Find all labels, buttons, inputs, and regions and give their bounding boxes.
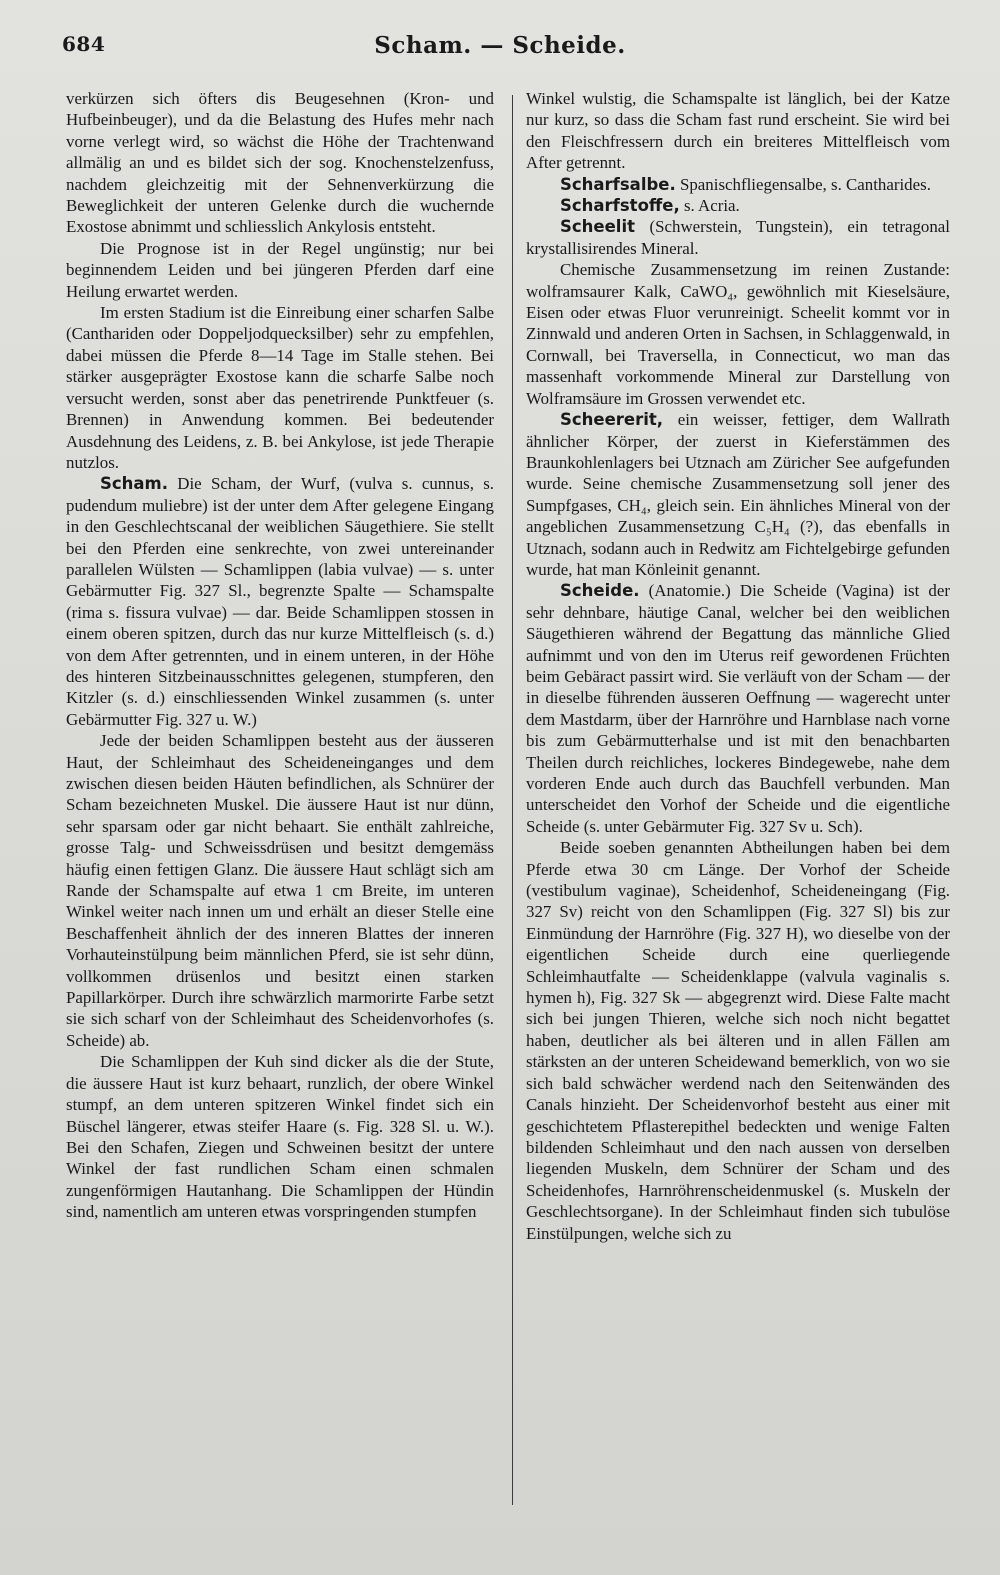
entry-text: (Schwerstein, Tungstein), ein tetragonal krystallisirendes Mineral. <box>526 217 950 258</box>
paragraph: Winkel wulstig, die Schamspalte ist länglich, bei der Katze nur kurz, so dass die Scham fast rund erscheint. Sie wird bei den Fleischfressern durch ein breiteres Mittelfleisch vom After getrennt. <box>526 89 950 173</box>
entry-scharfstoffe <box>526 195 950 216</box>
entry-text: (Anatomie.) Die Scheide (Vagina) ist der sehr dehnbare, häutige Canal, welcher bei den weiblichen Säugethieren während der Begattung das männliche Glied aufnimmt und von den im Uterus reif gewordenen Früchten beim Gebäract passirt wird. Sie verläuft von der Scham — der in dieselbe führenden äusseren Oeffnung — wagerecht unter dem Mastdarm, über der Harnröhre und Harnblase nach vorne bis zum Gebärmutterhalse und ist mit den benachbarten Theilen durch reichliches, lockeres Bindegewebe, nahe dem vorderen Ende auch durch das Bauchfell verbunden. Man unterscheidet den Vorhof der Scheide und die eigentliche Scheide (s. unter Gebärmuter Fig. 327 Sv u. Sch). <box>526 581 950 836</box>
page-number: 684 <box>62 32 106 56</box>
headword: Scham. <box>100 474 169 494</box>
entry-text: s. Acria. <box>679 196 740 216</box>
headword: Scheererit, <box>560 410 664 430</box>
left-column <box>66 88 494 1223</box>
headword: Scharfstoffe, <box>560 196 680 216</box>
headword: Scheide. <box>560 581 640 601</box>
paragraph: Jede der beiden Schamlippen besteht aus der äusseren Haut, der Schleimhaut des Scheideneinganges und dem zwischen diesen beiden Häuten befindlichen, als Schnürer der Scham bezeichneten Muskel. Die äussere Haut ist nur dünn, sehr sparsam oder gar nicht behaart. Sie enthält zahlreiche, grosse Talg- und Schweissdrüsen und besitzt demgemäss häufig einen fettigen Glanz. Die äussere Haut schlägt sich am Rande der Schamspalte auf etwa 1 cm Breite, im unteren Winkel weiter nach innen um und erhält an dieser Stelle eine Beschaffenheit ähnlich der des inneren Blattes der inneren Vorhauteinstülpung beim männlichen Pferd, sie ist sehr dünn, vollkommen drüsenlos und besitzt einen starken Papillarkörper. Durch ihre schwärzlich marmorirte Farbe setzt sie sich scharf von der Schleimhaut des Scheidenvorhofes (s. Scheide) ab. <box>66 731 494 1050</box>
headword: Scharfsalbe. <box>560 174 676 194</box>
paragraph: Im ersten Stadium ist die Einreibung einer scharfen Salbe (Canthariden oder Doppeljodquecksilber) sehr zu empfehlen, dabei müssen die Pferde 8—14 Tage im Stalle stehen. Bei stärker ausgeprägter Exostose kann die scharfe Salbe noch versucht werden, sonst aber das penetrirende Punktfeuer (s. Brennen) in Anwendung kommen. Bei bedeutender Ausdehnung des Leidens, z. B. bei Ankylose, ist jede Therapie nutzlos. <box>66 303 494 472</box>
paragraph: Beide soeben genannten Abtheilungen haben bei dem Pferde etwa 30 cm Länge. Der Vorhof der Scheide (vestibulum vaginae), Scheidenhof, Scheideneingang (Fig. 327 Sv) reicht von den Schamlippen (Fig. 327 Sl) bis zur Einmündung der Harnröhre (Fig. 327 H), wo dieselbe von der eigentlichen Scheide durch eine querliegende Schleimhautfalte — Scheidenklappe (valvula vaginalis s. hymen h), Fig. 327 Sk — abgegrenzt wird. Diese Falte macht sich bei jungen Thieren, welche sich noch nicht begattet haben, deutlicher als bei älteren und in allen Fällen am stärksten an der unteren Scheidewand bemerklich, von wo sie sich bald schwächer werdend nach den Seitenwänden des Canals hinzieht. Der Scheidenvorhof besteht aus einer mit geschichtetem Pflasterepithel bedeckten und wenige Falten bildenden Schleimhaut und den nach aussen von derselben liegenden Muskeln, dem Schnürer der Scham und des Scheidenhofes, Harnröhrenscheidenmuskel (s. Muskeln der Geschlechtsorgane). In der Schleimhaut finden sich tubulöse Einstülpungen, welche sich zu <box>526 838 950 1243</box>
entry-scharfsalbe <box>526 174 950 195</box>
paragraph: verkürzen sich öfters dis Beugesehnen (Kron- und Hufbeinbeuger), und da die Belastung des Hufes mehr nach vorne verlegt wird, so wächst die Höhe der Trachtenwand allmälig an und es bildet sich der sog. Knochenstelzenfuss, nachdem gleichzeitig mit der Sehnenverkürzung die Beweglichkeit der unteren Gelenke durch die wuchernde Exostose abnimmt und schliesslich Ankylosis entsteht. <box>66 89 494 237</box>
entry-text: Die Scham, der Wurf, (vulva s. cunnus, s. pudendum muliebre) ist der unter dem After gelegene Eingang in den Geschlechtscanal der weiblichen Säugethiere. Sie stellt bei den Pferden eine senkrechte, von zwei untereinander parallelen Wülsten — Schamlippen (labia vulvae) — s. unter Gebärmutter Fig. 327 Sl., begrenzte Spalte — Schamspalte (rima s. fissura vulvae) — dar. Beide Schamlippen stossen in einem oberen spitzen, durch das nur kurze Mittelfleisch (s. d.) von dem After getrennten, und in einem unteren, in der Höhe des hinteren Sitzbeinausschnittes gelegenen, stumpferen, den Kitzler (s. d.) einschliessenden Winkel zusammen (s. unter Gebärmutter Fig. 327 u. W.) <box>66 474 494 729</box>
entry-text: ein weisser, fettiger, dem Wallrath ähnlicher Körper, der zuerst in Kieferstämmen des Braunkohlenlagers bei Utznach am Züricher See aufgefunden wurde. Seine chemische Zusammensetzung soll jener des Sumpfgases, CH₄, gleich sein. Ein ähnliches Mineral von der angeblichen Zusammensetzung C₅H₄ (?), das ebenfalls in Utznach, sodann auch in Redwitz am Fichtelgebirge gefunden wurde, hat man Könleinit genannt. <box>526 410 950 579</box>
entry-scham <box>66 473 494 730</box>
running-title: Scham. — Scheide. <box>374 32 626 59</box>
entry-text: Spanischfliegensalbe, s. Cantharides. <box>675 174 931 194</box>
column-divider <box>512 95 513 1505</box>
paragraph: Die Schamlippen der Kuh sind dicker als die der Stute, die äussere Haut ist kurz behaart, runzlich, der obere Winkel stumpf, an dem unteren spitzeren Winkel findet sich ein Büschel längerer, etwas steifer Haare (s. Fig. 328 Sl. u. W.). Bei den Schafen, Ziegen und Schweinen besitzt der untere Winkel der fast rundlichen Scham einen schmalen zungenförmigen Hautanhang. Die Schamlippen der Hündin sind, namentlich am unteren etwas vorspringenden stumpfen <box>66 1052 494 1222</box>
paragraph: Die Prognose ist in der Regel ungünstig; nur bei beginnendem Leiden und bei jüngeren Pferden darf eine Heilung erwartet werden. <box>66 238 494 301</box>
entry-scheide <box>526 580 950 837</box>
entry-scheelit <box>526 216 950 259</box>
paragraph: Chemische Zusammensetzung im reinen Zustande: wolframsaurer Kalk, CaWO₄, gewöhnlich mit Kieselsäure, Eisen oder etwas Fluor verunreinigt. Scheelit kommt vor in Zinnwald und anderen Orten in Sachsen, in Schlaggenwald, in Cornwall, bei Traversella, in Connecticut, wo man das massenhaft vorkommende Mineral zur Darstellung von Wolframsäure im Grossen verwendet etc. <box>526 260 950 408</box>
entry-scheererit <box>526 409 950 580</box>
right-column <box>526 88 950 1244</box>
headword: Scheelit <box>560 217 635 237</box>
